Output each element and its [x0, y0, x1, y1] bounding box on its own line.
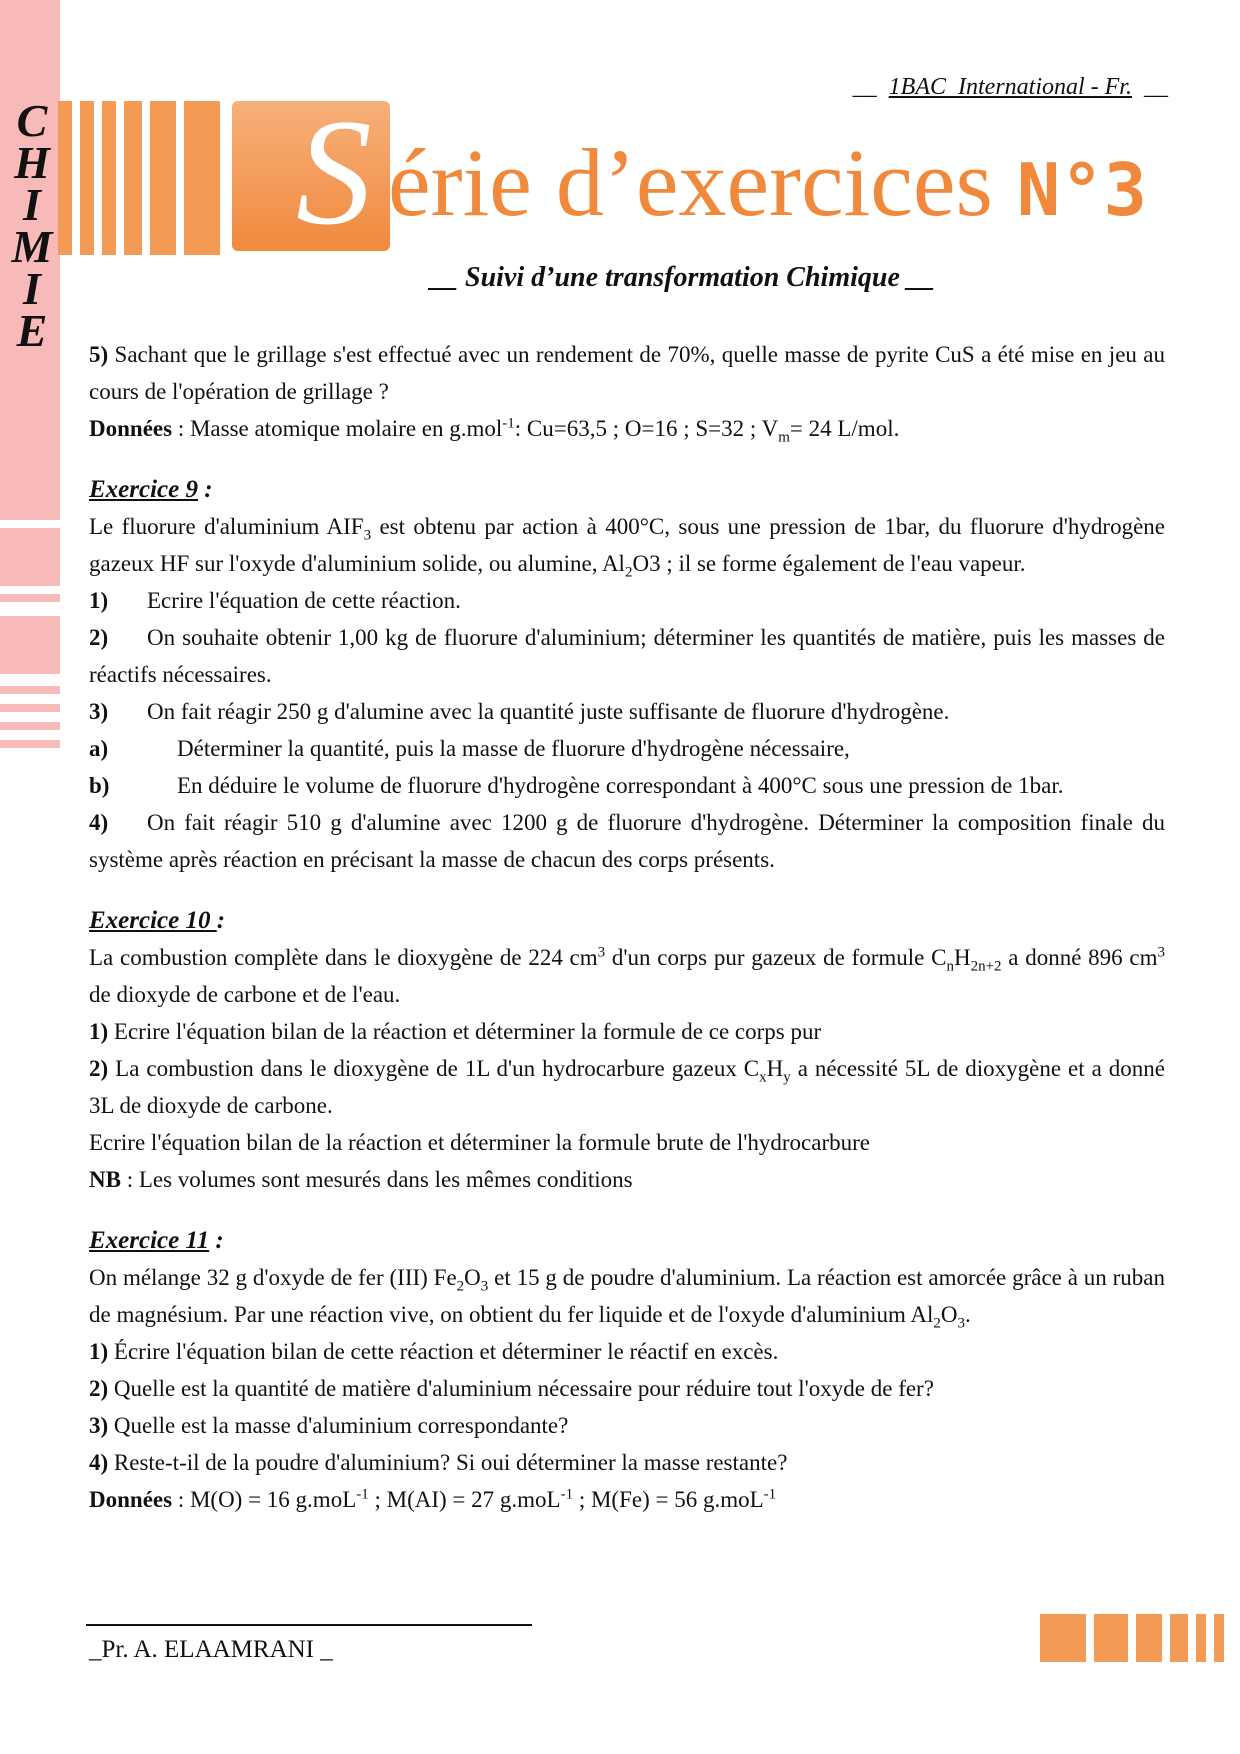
exercise-9-qa: a) Déterminer la quantité, puis la masse de fluorure d'hydrogène nécessaire, [89, 736, 850, 761]
exercise-9-qb: b) En déduire le volume de fluorure d'hydrogène correspondant à 400°C sous une pression de 1bar. [89, 773, 1064, 798]
subject-letter: C [16, 95, 48, 146]
header-deco-bar [184, 101, 220, 255]
exercise-9-q4: 4) On fait réagir 510 g d'alumine avec 1200 g de fluorure d'hydrogène. Déterminer la composition finale du système après réaction en précisant la masse de chacun des corps présents. [89, 810, 1165, 872]
exercise-10-intro: La combustion complète dans le dioxygène de 224 $cm^3$ d'un corps pur gazeux de formule $C_nH_{2n+2}$ a donné 896 $cm^3$ de dioxyde de carbone et de l'eau. [89, 944, 1166, 1007]
header-deco-bar [80, 101, 94, 255]
author-signature: _Pr. A. ELAAMRANI _ [89, 1636, 333, 1663]
exercise-9-q1: 1) Ecrire l'équation de cette réaction. [89, 588, 461, 613]
subject-vertical-label [8, 95, 56, 356]
series-number: N°3 [1016, 148, 1147, 232]
exercise-11-q1: 1) Écrire l'équation bilan de cette réaction et déterminer le réactif en excès. [89, 1339, 779, 1364]
header-deco-bar [58, 101, 72, 255]
subject-letter: M [11, 221, 53, 272]
side-stripe [0, 686, 60, 694]
footer-deco-block [1196, 1614, 1206, 1662]
exercise-11-data: Données : M(O) = 16 g.moL$^{-1}$ ; M(AI) = 27 g.moL$^{-1}$ ; M(Fe) = 56 g.moL$^{-1}$ [89, 1486, 777, 1512]
side-stripe [0, 616, 60, 674]
question-5: 5) Sachant que le grillage s'est effectué avec un rendement de 70%, quelle masse de pyrite CuS a été mise en jeu au cours de l'opération de grillage ? [89, 342, 1165, 404]
exercise-10-q1: 1) Ecrire l'équation bilan de la réaction et déterminer la formule de ce corps pur [89, 1019, 822, 1044]
exercise-10-q2: 2) La combustion dans le dioxygène de 1L d'un hydrocarbure gazeux $C_xH_y$ a nécessité 5L de dioxygène et a donné 3L de dioxyde de carbone. [89, 1056, 1165, 1118]
exercise-11-intro: On mélange 32 g d'oxyde de fer (III) $Fe_2O_3$ et 15 g de poudre d'aluminium. La réaction est amorcée grâce à un ruban de magnésium. Par une réaction vive, on obtient du fer liquide et de l'oxyde d'aluminium $Al_2O_3$. [89, 1265, 1165, 1332]
exercise-11-q2: 2) Quelle est la quantité de matière d'aluminium nécessaire pour réduire tout l'oxyde de fer? [89, 1376, 934, 1401]
footer-deco-block [1214, 1614, 1224, 1662]
exercise-9-q3: 3) On fait réagir 250 g d'alumine avec la quantité juste suffisante de fluorure d'hydrogène. [89, 699, 950, 724]
footer-rule [86, 1624, 532, 1626]
side-stripe [0, 740, 60, 748]
side-stripe [0, 528, 60, 586]
footer-deco-block [1136, 1614, 1162, 1662]
exercise-11-q4: 4) Reste-t-il de la poudre d'aluminium? Si oui déterminer la masse restante? [89, 1450, 788, 1475]
exercise-10-line3: Ecrire l'équation bilan de la réaction et déterminer la formule brute de l'hydrocarbure [89, 1130, 870, 1155]
footer-deco-block [1040, 1614, 1086, 1662]
exercise-11-title: Exercice 11 : [89, 1227, 224, 1254]
data-line: Données : Masse atomique molaire en g.mol$^{-1}$: Cu=63,5 ; O=16 ; S=32 ; $V_m= 24$ L/mol. [89, 415, 900, 446]
header-deco-bar [150, 101, 176, 255]
footer-deco-block [1170, 1614, 1188, 1662]
header-deco-bar [124, 101, 142, 255]
side-stripe [0, 594, 60, 602]
page-title: érie d’exercices N°3 [388, 129, 1147, 236]
exercise-10-title: Exercice 10 : [89, 907, 226, 934]
exercise-content [89, 336, 1165, 1518]
footer-deco-block [1094, 1614, 1128, 1662]
exercise-9-q2: 2) On souhaite obtenir 1,00 kg de fluorure d'aluminium; déterminer les quantités de matière, puis les masses de réactifs nécessaires. [89, 625, 1165, 687]
exercise-9-intro: Le fluorure d'aluminium $AIF_3$ est obtenu par action à 400°C, sous une pression de 1bar, du fluorure d'hydrogène gazeux HF sur l'oxyde d'aluminium solide, ou alumine, $Al_2O3$ ; il se forme également de l'eau vapeur. [89, 514, 1165, 581]
side-stripe [0, 722, 60, 730]
subject-letter: H [14, 137, 50, 188]
page-subtitle: __ Suivi d’une transformation Chimique __ [430, 262, 935, 293]
header-deco-bar [102, 101, 116, 255]
exercise-11-q3: 3) Quelle est la masse d'aluminium correspondante? [89, 1413, 569, 1438]
exercise-10-nb: NB : Les volumes sont mesurés dans les mêmes conditions [89, 1167, 633, 1192]
title-initial: S [296, 88, 372, 256]
subject-letter: I [23, 179, 41, 230]
class-level: __ 1BAC International - Fr. __ [852, 74, 1168, 100]
side-stripe [0, 704, 60, 712]
exercise-9-title: Exercice 9 : [89, 476, 213, 503]
subject-letter: E [16, 305, 48, 356]
subject-letter: I [23, 263, 41, 314]
